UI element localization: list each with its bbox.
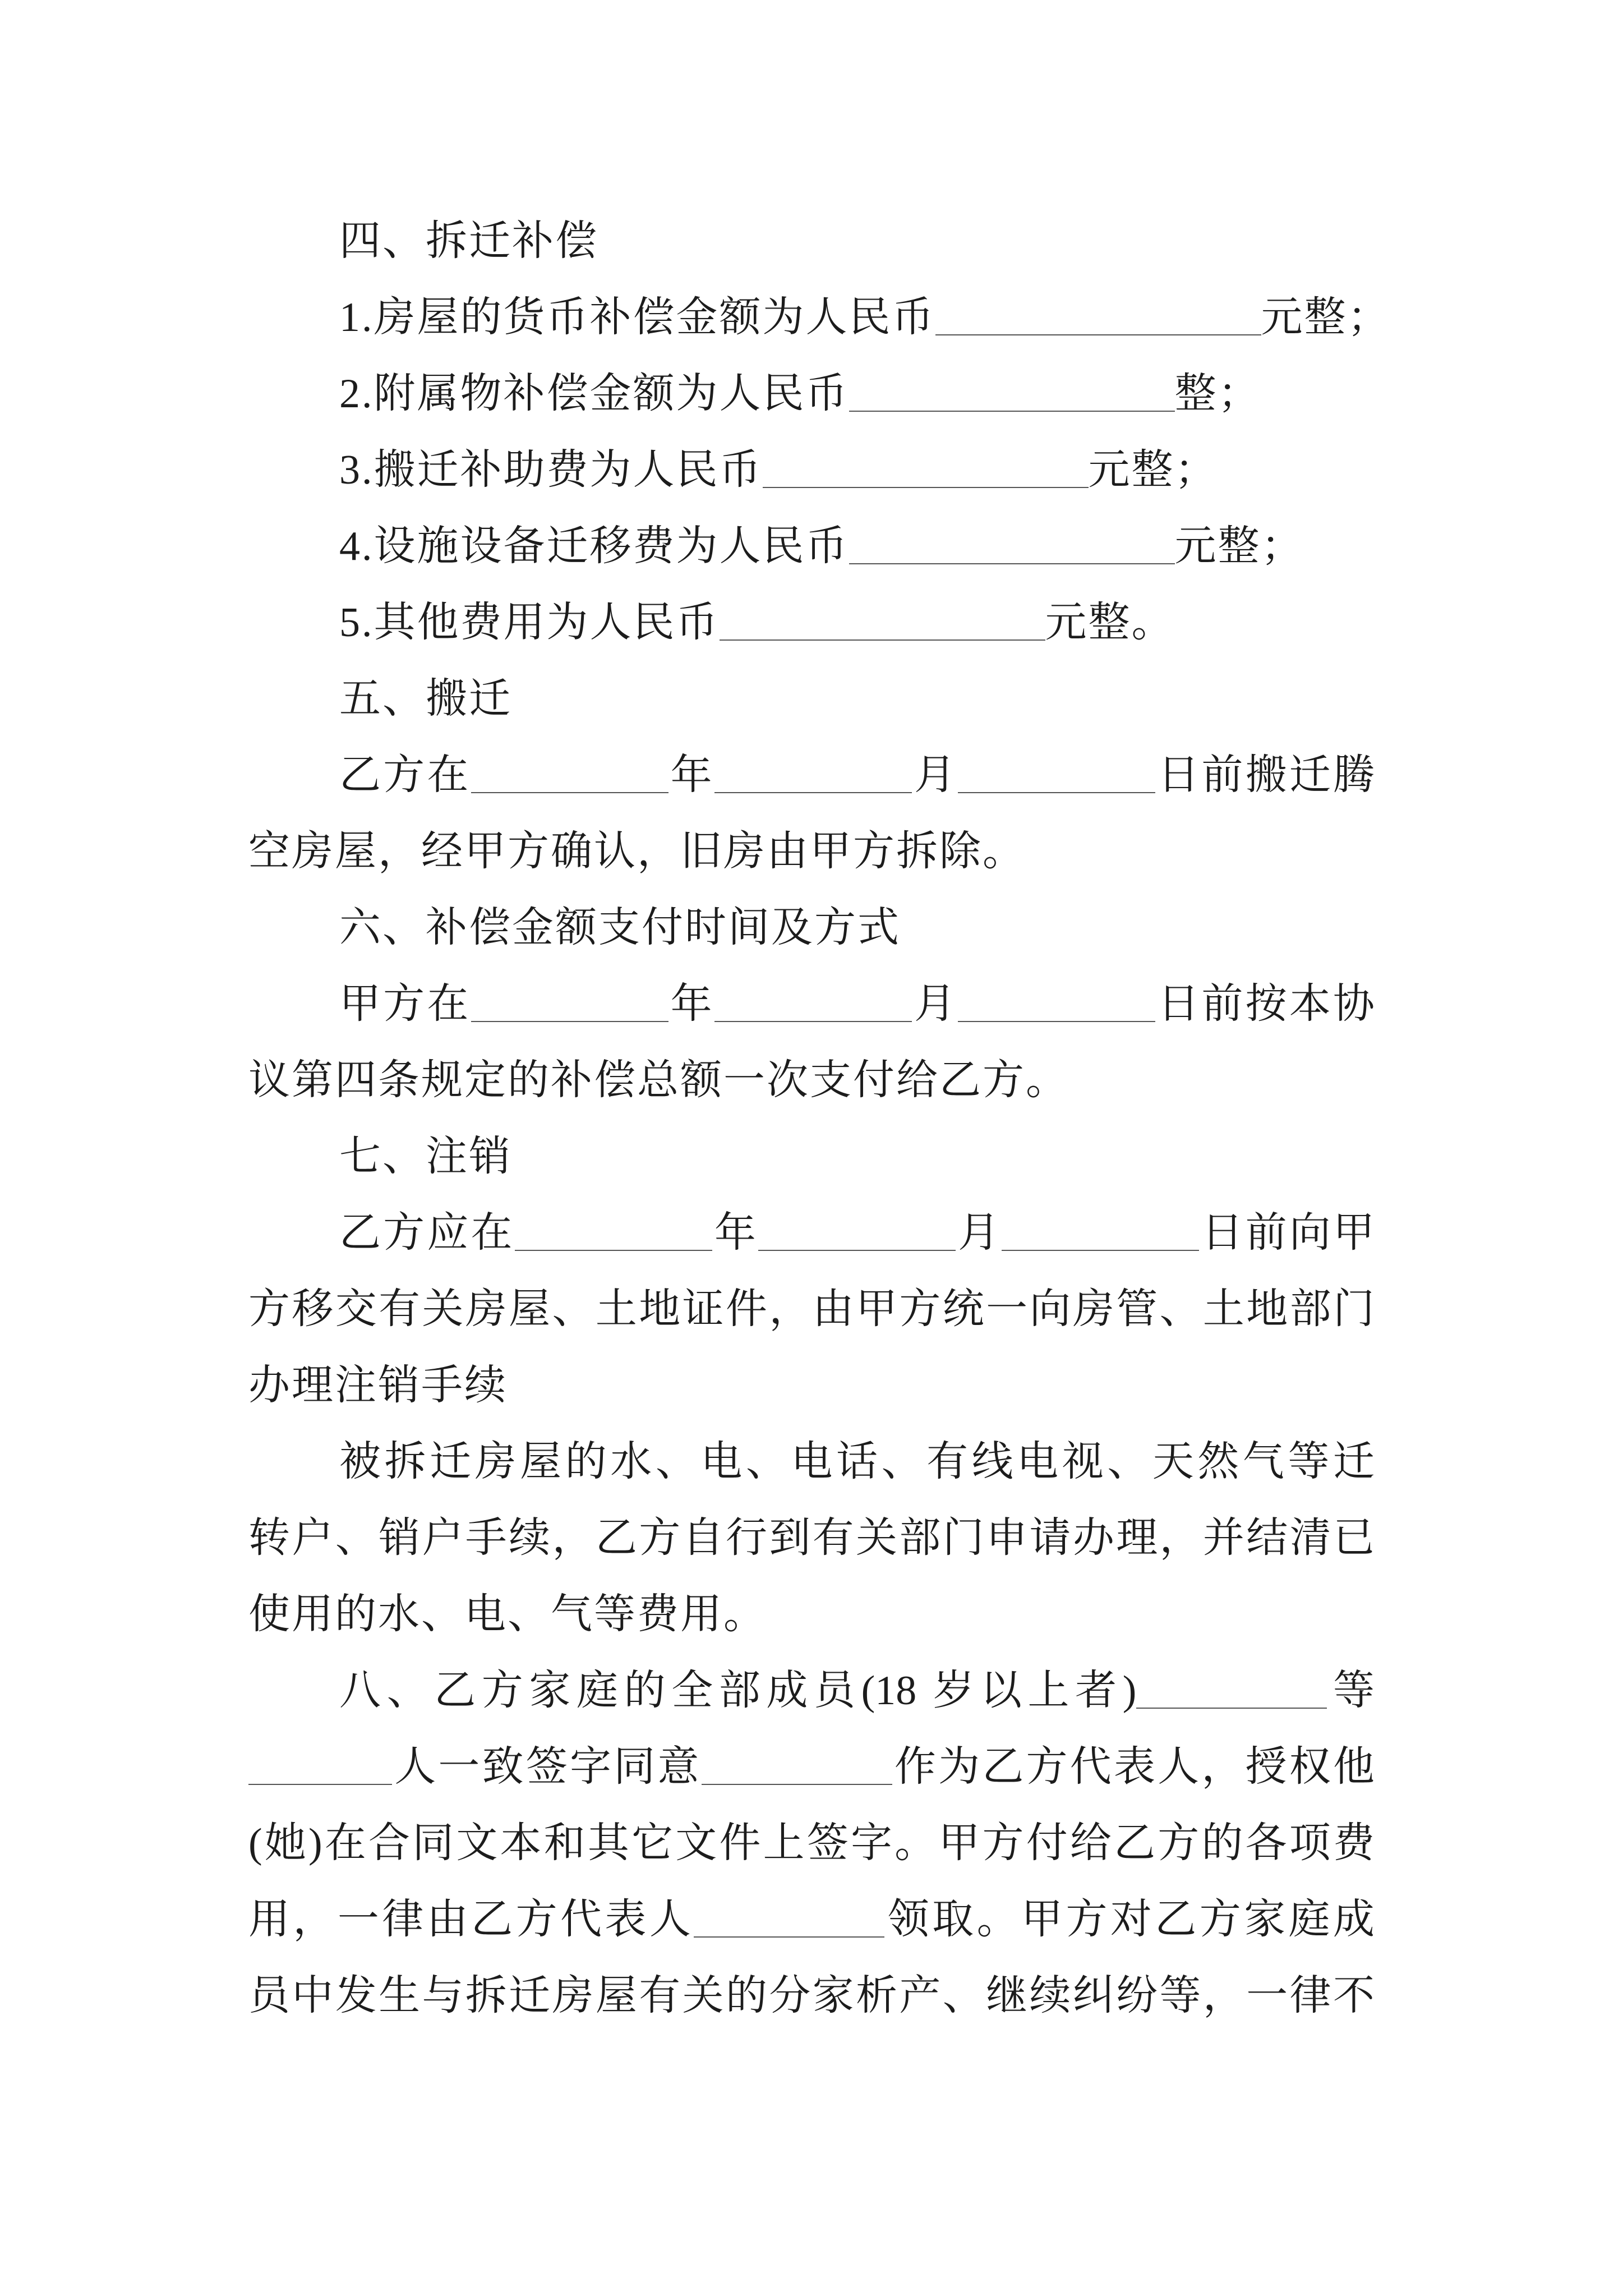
compensation-item-2 [248,356,1375,432]
compensation-item-3 [248,432,1375,508]
line-text: 日前向甲 [1199,1210,1375,1256]
item-text: 3.搬迁补助费为人民币 [339,447,763,493]
members-blank [1136,1708,1327,1709]
cancellation-deadline-line [248,1195,1375,1271]
day-blank [958,792,1155,793]
utilities-paragraph-line-3: 使用的水、电、气等费用。 [248,1591,767,1637]
line-text: 人一致签字同意 [392,1744,702,1790]
month-label: 月 [911,752,958,798]
count-blank [248,1784,392,1785]
compensation-item-4 [248,508,1375,585]
line-text: 等 [1327,1668,1375,1714]
amount-blank [935,334,1261,335]
section-6-heading: 六、补偿金额支付时间及方式 [339,905,901,951]
item-unit: 元整。 [1045,600,1175,646]
amount-blank [763,487,1089,488]
section-8-line-1 [248,1653,1375,1729]
item-text: 1.房屋的货币补偿金额为人民币 [339,295,935,341]
utilities-paragraph-line-1: 被拆迁房屋的水、电、电话、有线电视、天然气等迁 [339,1439,1375,1485]
month-blank [714,1021,912,1022]
year-blank [471,792,668,793]
section-8-line-4 [248,1881,1375,1958]
day-blank [958,1021,1155,1022]
representative-blank [694,1936,884,1938]
document-page [248,203,1391,2034]
line-text: 领取。甲方对乙方家庭成 [884,1897,1375,1943]
year-blank [471,1021,668,1022]
line-text: 乙方应在 [339,1210,515,1256]
section-7-heading: 七、注销 [339,1134,512,1180]
item-text: 4.设施设备迁移费为人民币 [339,523,849,569]
section-8-line-5: 员中发生与拆迁房屋有关的分家析产、继续纠纷等，一律不 [248,1973,1375,2019]
item-unit: 元整； [1088,447,1218,493]
year-label: 年 [712,1210,759,1256]
year-label: 年 [668,752,714,798]
amount-blank [849,411,1175,412]
day-blank [1002,1250,1199,1251]
line-text: 乙方在 [339,752,471,798]
item-unit: 元整； [1261,295,1391,341]
item-text: 2.附属物补偿金额为人民币 [339,371,849,417]
item-unit: 元整； [1174,523,1304,569]
item-text: 5.其他费用为人民币 [339,600,720,646]
line-text: 作为乙方代表人，授权他 [892,1744,1375,1790]
relocation-continuation-line: 空房屋，经甲方确认，旧房由甲方拆除。 [248,829,1026,875]
section-8-line-2 [248,1729,1375,1805]
section-5-heading: 五、搬迁 [339,676,512,722]
item-unit: 整； [1174,371,1261,417]
cancellation-continuation-line: 方移交有关房屋、土地证件，由甲方统一向房管、土地部门 [248,1286,1375,1332]
line-text: 日前按本协 [1155,981,1375,1027]
payment-continuation-line: 议第四条规定的补偿总额一次支付给乙方。 [248,1057,1069,1103]
year-label: 年 [668,981,714,1027]
month-blank [758,1250,956,1251]
relocation-deadline-line [248,737,1375,813]
line-text: 日前搬迁腾 [1155,752,1375,798]
section-8-line-3: (她)在合同文本和其它文件上签字。甲方付给乙方的各项费 [248,1820,1375,1866]
compensation-item-1 [248,279,1391,356]
month-label: 月 [956,1210,1002,1256]
cancellation-end-line: 办理注销手续 [248,1363,508,1409]
amount-blank [849,563,1175,564]
year-blank [515,1250,712,1251]
utilities-paragraph-line-2: 转户、销户手续，乙方自行到有关部门申请办理，并结清已 [248,1515,1375,1561]
representative-blank [702,1784,892,1785]
payment-deadline-line [248,966,1375,1042]
month-blank [714,792,912,793]
line-text: 用，一律由乙方代表人 [248,1897,694,1943]
month-label: 月 [911,981,958,1027]
compensation-item-5 [248,585,1375,661]
line-text: 甲方在 [339,981,471,1027]
section-4-heading: 四、拆迁补偿 [339,218,598,264]
line-text: 八、乙方家庭的全部成员(18 岁以上者) [339,1668,1137,1714]
amount-blank [720,639,1045,641]
